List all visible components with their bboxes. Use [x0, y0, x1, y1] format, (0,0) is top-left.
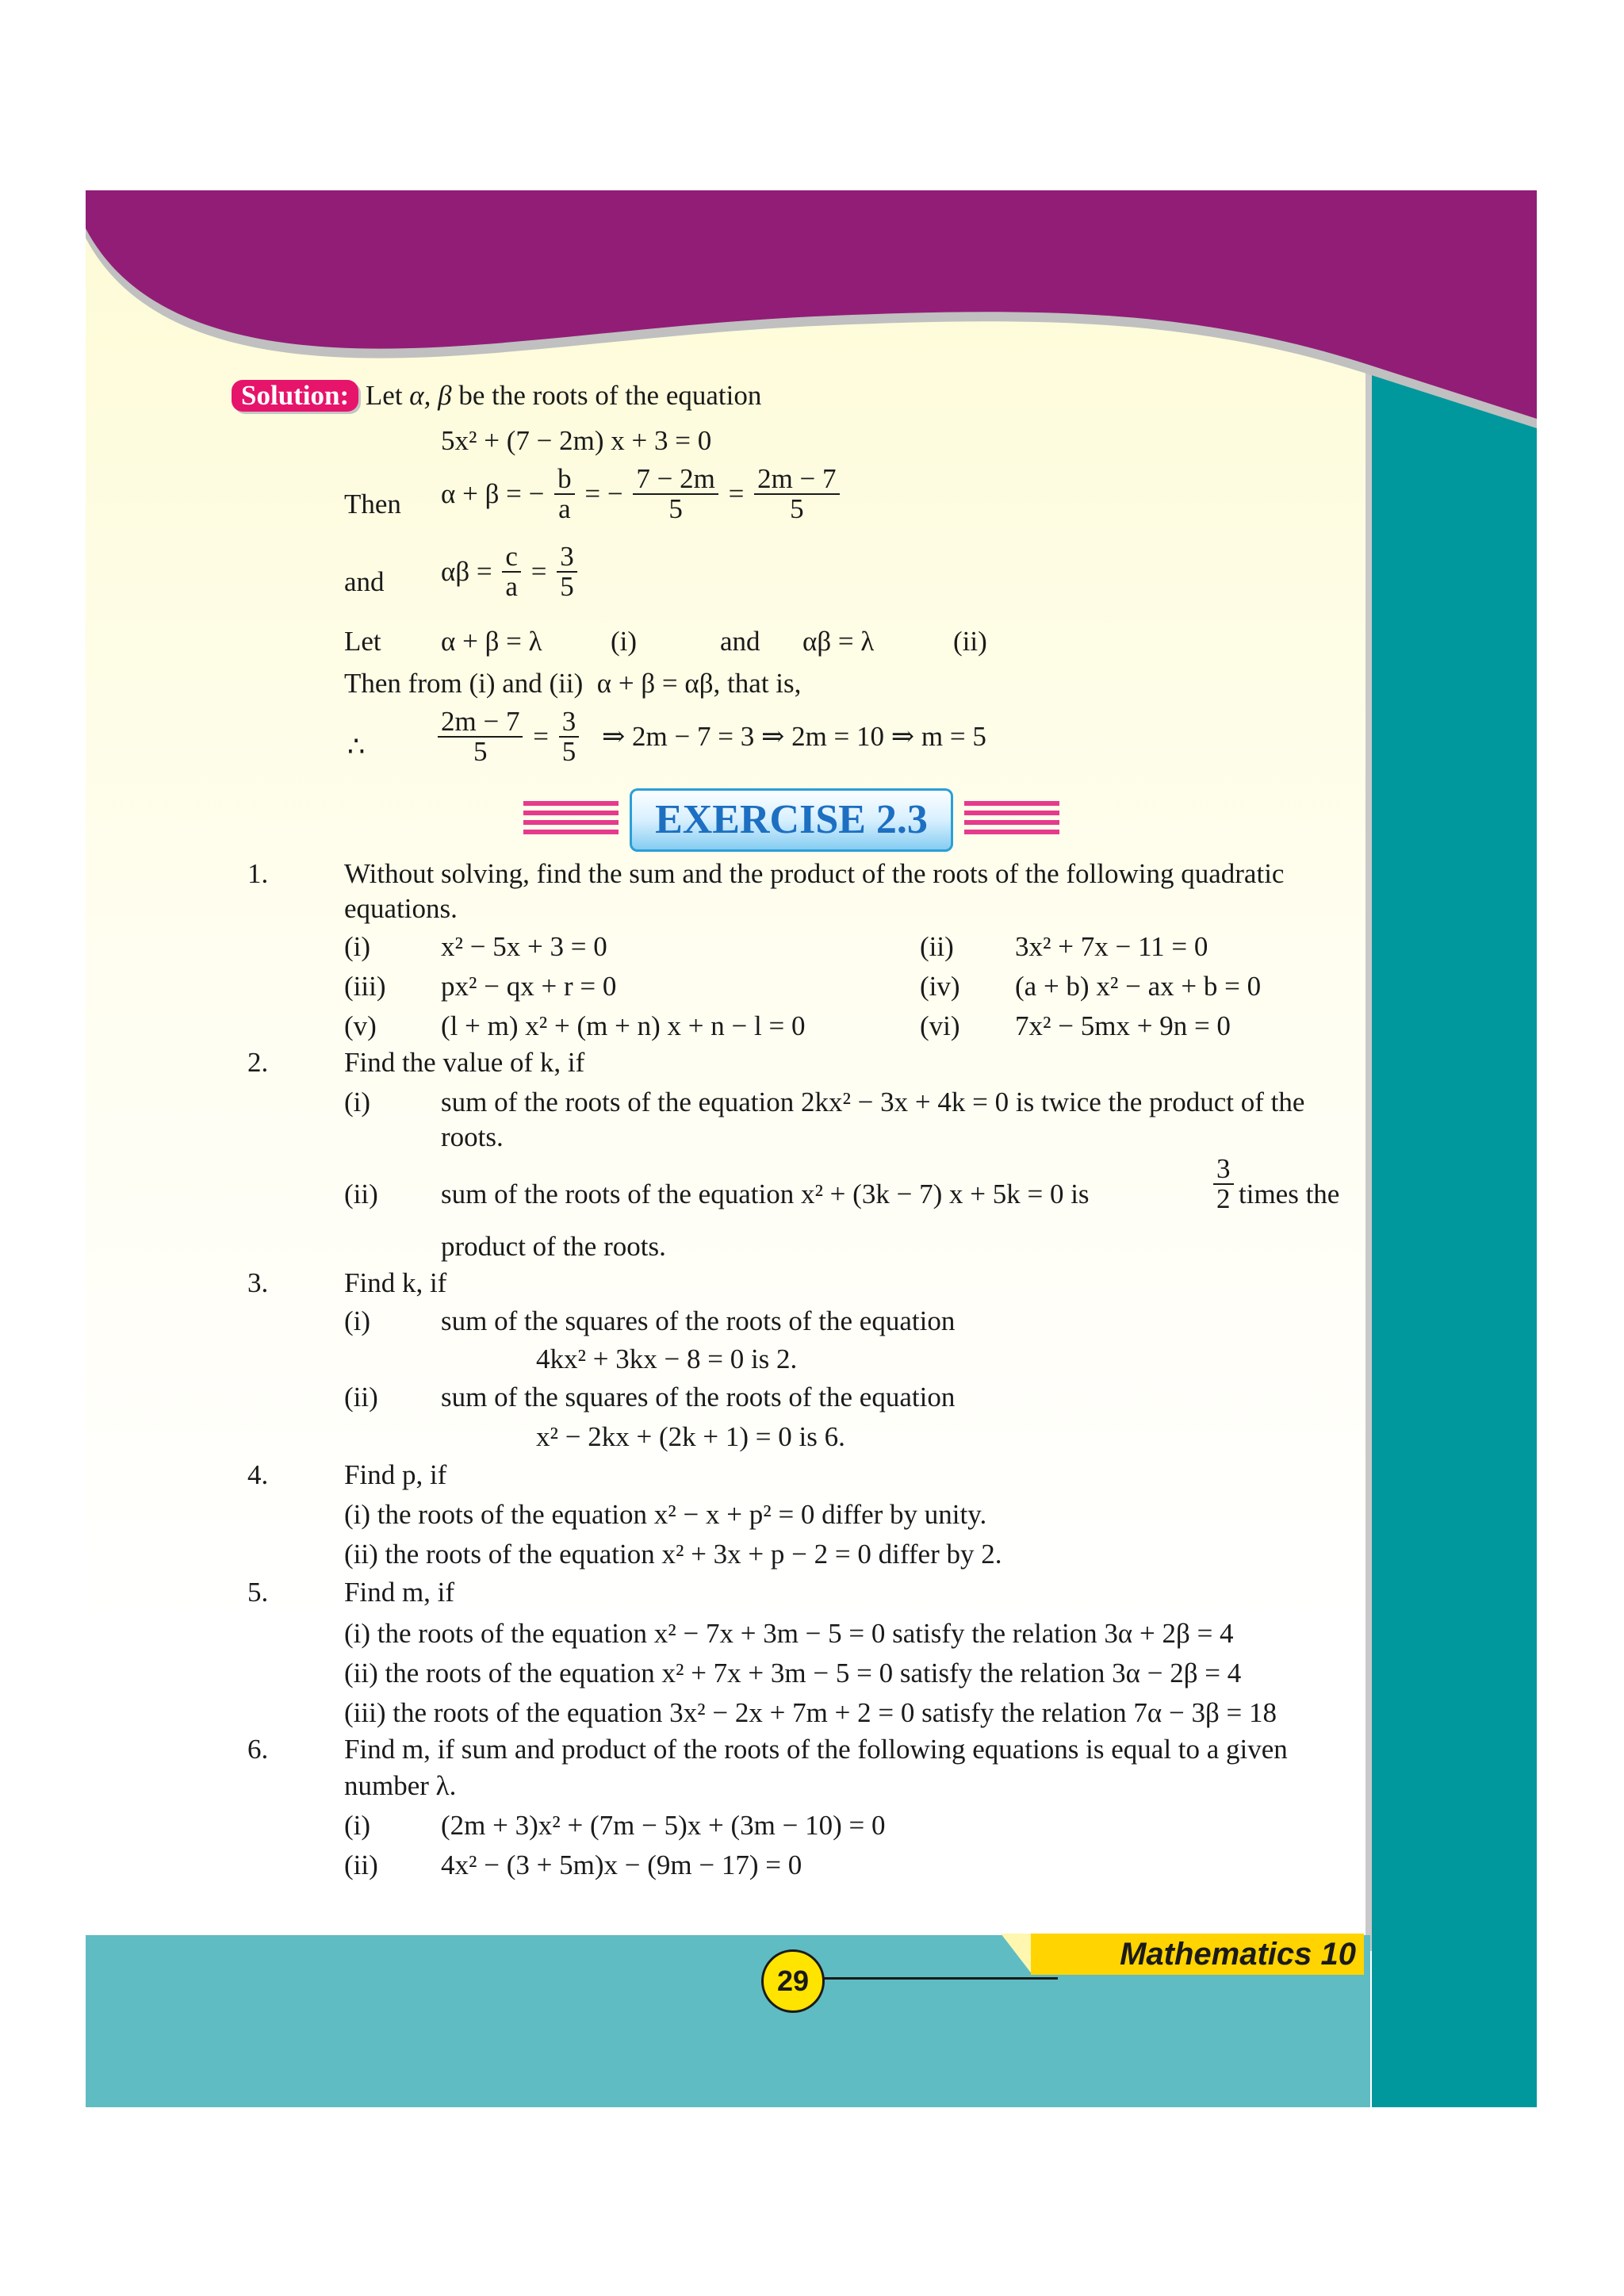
- fraction-b-over-a: [554, 465, 575, 523]
- sum-eq: =: [728, 478, 745, 509]
- q3-i-eq: 4kx² + 3kx − 8 = 0 is 2.: [536, 1343, 798, 1374]
- solution-badge: Solution:: [232, 380, 358, 412]
- fraction-2m-7-over-5: [754, 465, 839, 523]
- q2-ii-line1b: times the: [1239, 1179, 1340, 1209]
- frac-num: 3: [559, 707, 580, 738]
- then-from-text: Then from (i) and (ii): [344, 668, 584, 699]
- let-and: and: [720, 626, 760, 657]
- header-wave: [0, 0, 1624, 444]
- sum-lhs: α + β = −: [441, 478, 545, 509]
- banner-stripes-right: [964, 801, 1059, 839]
- teal-side-strip: [1372, 365, 1537, 2107]
- q1-text-line1: Without solving, find the sum and the product of the roots of the following quadratic: [344, 858, 1285, 889]
- fraction-3-over-2: [1210, 1155, 1237, 1213]
- q3-ii-eq: x² − 2kx + (2k + 1) = 0 is 6.: [536, 1421, 845, 1452]
- let-tag-2: (ii): [953, 626, 987, 657]
- sum-of-roots-row: [441, 465, 843, 523]
- q6-number: 6.: [247, 1734, 269, 1765]
- q5-ii: (ii) the roots of the equation x² + 7x + 3m − 5 = 0 satisfy the relation 3α − 2β = 4: [344, 1658, 1242, 1688]
- q6-i-label: (i): [344, 1810, 371, 1841]
- q1-text-line2: equations.: [344, 893, 458, 924]
- frac-den: 2: [1216, 1183, 1231, 1214]
- q3-i-line1: sum of the squares of the roots of the equation: [441, 1305, 956, 1336]
- q6-text-line1: Find m, if sum and product of the roots of the following equations is equal to a given: [344, 1734, 1288, 1765]
- book-title-tab-fold: [1001, 1934, 1032, 1975]
- page-number: 29: [761, 1949, 825, 2013]
- let-label: Let: [344, 626, 381, 657]
- exercise-title: EXERCISE 2.3: [655, 797, 928, 842]
- solution-equation: 5x² + (7 − 2m) x + 3 = 0: [441, 425, 712, 456]
- prod-lhs: αβ =: [441, 556, 492, 587]
- q6-ii-eq: 4x² − (3 + 5m)x − (9m − 17) = 0: [441, 1849, 802, 1880]
- q2-text: Find the value of k, if: [344, 1047, 585, 1078]
- q3-ii-label: (ii): [344, 1382, 378, 1412]
- fraction-3-over-5: [557, 542, 577, 601]
- then-from-eq: α + β = αβ,: [596, 668, 721, 699]
- q1-part-eq: 3x² + 7x − 11 = 0: [1015, 931, 1208, 962]
- frac-num: 2m − 7: [754, 465, 839, 495]
- q1-part-label: (vi): [920, 1010, 960, 1041]
- q2-i-label: (i): [344, 1087, 371, 1117]
- q1-part-eq: (l + m) x² + (m + n) x + n − l = 0: [441, 1010, 806, 1041]
- frac-num: 7 − 2m: [633, 465, 718, 495]
- let-tag-1: (i): [611, 626, 638, 657]
- sum-mid: = −: [584, 478, 623, 509]
- final-equation-row: [435, 707, 986, 766]
- q2-number: 2.: [247, 1047, 269, 1078]
- q6-ii-label: (ii): [344, 1849, 378, 1880]
- solution-intro-text-a: Let: [365, 380, 410, 411]
- q4-i: (i) the roots of the equation x² − x + p² = 0 differ by unity.: [344, 1499, 987, 1530]
- page-number-rule: [820, 1977, 1058, 1980]
- fraction-7-2m-over-5: [633, 465, 718, 523]
- frac-num: c: [502, 542, 521, 573]
- book-title: Mathematics 10: [1120, 1937, 1356, 1972]
- exercise-banner: [523, 788, 1078, 852]
- let-eq-2: αβ = λ: [802, 626, 875, 657]
- and-label: and: [344, 566, 385, 597]
- frac-num: 3: [1213, 1155, 1234, 1185]
- q5-i: (i) the roots of the equation x² − 7x + 3m − 5 = 0 satisfy the relation 3α + 2β = 4: [344, 1618, 1234, 1649]
- q5-iii: (iii) the roots of the equation 3x² − 2x + 7m + 2 = 0 satisfy the relation 7α − 3β = 18: [344, 1697, 1277, 1728]
- banner-stripes-left: [523, 801, 619, 839]
- q2-i-line1: sum of the roots of the equation 2kx² − 3x + 4k = 0 is twice the product of the: [441, 1087, 1305, 1117]
- final-chain: ⇒ 2m − 7 = 3 ⇒ 2m = 10 ⇒ m = 5: [601, 721, 986, 752]
- q3-number: 3.: [247, 1267, 269, 1298]
- fraction-3-over-5: [559, 707, 580, 766]
- q1-part-label: (iv): [920, 971, 960, 1002]
- frac-den: 5: [473, 736, 488, 767]
- q5-number: 5.: [247, 1577, 269, 1608]
- q4-text: Find p, if: [344, 1459, 447, 1490]
- frac-num: 2m − 7: [438, 707, 523, 738]
- q1-part-label: (v): [344, 1010, 377, 1041]
- therefore-symbol: ∴: [347, 731, 366, 762]
- q1-part-label: (i): [344, 931, 371, 962]
- solution-intro: [232, 380, 761, 412]
- q3-i-label: (i): [344, 1305, 371, 1336]
- product-of-roots-row: [441, 542, 580, 601]
- let-eq-1: α + β = λ: [441, 626, 542, 657]
- q1-part-label: (iii): [344, 971, 386, 1002]
- solution-intro-text-b: be the roots of the equation: [451, 380, 762, 411]
- then-label: Then: [344, 489, 401, 519]
- q2-ii-line2: product of the roots.: [441, 1231, 666, 1262]
- q5-text: Find m, if: [344, 1577, 455, 1608]
- final-eq: =: [533, 721, 549, 752]
- frac-den: 5: [790, 493, 804, 524]
- q1-number: 1.: [247, 858, 269, 889]
- solution-intro-roots: α, β: [409, 380, 452, 411]
- frac-den: a: [558, 493, 571, 524]
- q1-part-eq: px² − qx + r = 0: [441, 971, 617, 1002]
- then-from-tail: that is,: [720, 668, 802, 699]
- frac-den: a: [505, 571, 518, 602]
- q4-number: 4.: [247, 1459, 269, 1490]
- q2-ii-label: (ii): [344, 1179, 378, 1209]
- q1-part-eq: x² − 5x + 3 = 0: [441, 931, 607, 962]
- q6-i-eq: (2m + 3)x² + (7m − 5)x + (3m − 10) = 0: [441, 1810, 886, 1841]
- q1-part-label: (ii): [920, 931, 954, 962]
- q1-part-eq: 7x² − 5mx + 9n = 0: [1015, 1010, 1231, 1041]
- prod-eq: =: [530, 556, 547, 587]
- frac-num: b: [554, 465, 575, 495]
- frac-den: 5: [561, 736, 576, 767]
- q3-ii-line1: sum of the squares of the roots of the equation: [441, 1382, 956, 1412]
- q1-part-eq: (a + b) x² − ax + b = 0: [1015, 971, 1262, 1002]
- frac-num: 3: [557, 542, 577, 573]
- q3-text: Find k, if: [344, 1267, 447, 1298]
- teal-strip-shadow: [1365, 365, 1372, 1951]
- q2-i-line2: roots.: [441, 1121, 504, 1152]
- frac-den: 5: [560, 571, 574, 602]
- q2-ii-line1a: sum of the roots of the equation x² + (3k − 7) x + 5k = 0 is: [441, 1179, 1090, 1209]
- q6-text-line2: number λ.: [344, 1770, 457, 1801]
- fraction-2m-7-over-5: [438, 707, 523, 766]
- fraction-c-over-a: [502, 542, 521, 601]
- q4-ii: (ii) the roots of the equation x² + 3x + p − 2 = 0 differ by 2.: [344, 1539, 1002, 1570]
- frac-den: 5: [668, 493, 683, 524]
- then-from-line: [344, 668, 801, 700]
